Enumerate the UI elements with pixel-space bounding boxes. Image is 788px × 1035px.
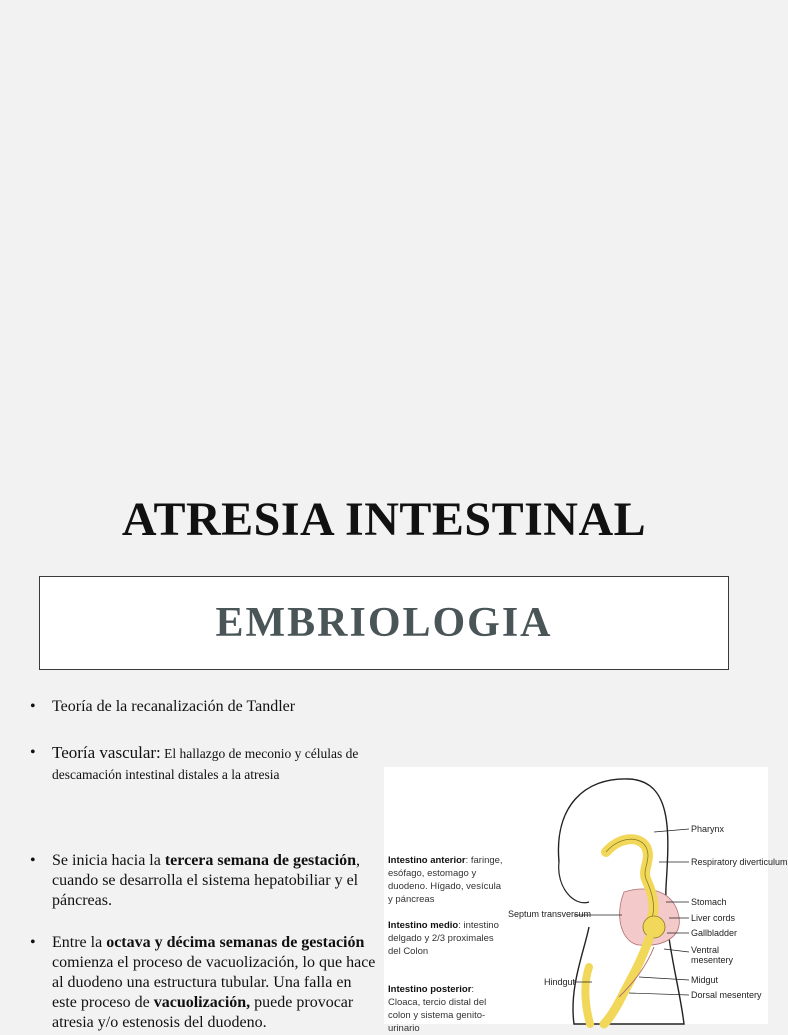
bullet-line: Entre la (52, 934, 107, 951)
bullet-line: , (356, 852, 361, 869)
bullet-line: cuando se desarrolla el sistema hepatobiliar y el (52, 872, 359, 889)
bullet-text (52, 743, 410, 785)
label-ventral-mesentery: Ventral mesentery (691, 945, 734, 965)
stomach-shape (643, 916, 665, 938)
label-stomach: Stomach (691, 897, 727, 907)
bullet-dot: • (30, 934, 36, 951)
bullet-line: atresia y/o estenosis del duodeno. (52, 1014, 267, 1031)
bullet-bold: tercera semana de gestación (164, 852, 357, 869)
embryo-figure (384, 767, 788, 1034)
bullet-dot: • (30, 852, 36, 869)
label-dorsal-mesentery: Dorsal mesentery (691, 990, 762, 1000)
embryo-head-curve (559, 862, 589, 903)
label-gallbladder: Gallbladder (691, 928, 738, 938)
posterior-description: Intestino posterior: Cloaca, tercio distal del colon y sistema genito-urinario (388, 984, 487, 1034)
bullet-dot: • (30, 744, 36, 761)
bullet-text (52, 933, 390, 1033)
bullet-lead: Teoría vascular: (52, 743, 161, 762)
bullet-line: Se inicia hacia la (52, 852, 165, 869)
bullet-line: páncreas. (52, 892, 112, 909)
anterior-description: Intestino anterior: faringe, esófago, estomago y duodeno. Hígado, vesícula y páncreas (388, 855, 503, 905)
midgut-tube (604, 939, 649, 1024)
label-pharynx: Pharynx (691, 824, 725, 834)
bullet-text (52, 851, 390, 911)
medio-description: Intestino medio: intestino delgado y 2/3 proximales del Colon (388, 920, 499, 957)
subtitle-box (39, 576, 729, 670)
hindgut-tube (585, 967, 590, 1024)
bullet-line: El hallazgo de meconio y células de (160, 746, 359, 761)
bullet-line: al duodeno una estructura tubular. Una falla en (52, 974, 352, 991)
bullet-line: comienza el proceso de vacuolización, lo que hace (52, 954, 376, 971)
bullet-line: puede provocar (250, 994, 354, 1011)
label-respiratory: Respiratory diverticulum (691, 857, 788, 867)
label-liver: Liver cords (691, 913, 736, 923)
slide-title: ATRESIA INTESTINAL (121, 493, 647, 546)
bullet-text: Teoría de la recanalización de Tandler (52, 698, 296, 715)
bullet-dot: • (30, 698, 36, 715)
subtitle-text: EMBRIOLOGIA (215, 600, 553, 646)
bullet-line: este proceso de (52, 994, 154, 1011)
label-septum: Septum transversum (508, 909, 592, 919)
bullet-bold: vacuolización, (153, 994, 251, 1011)
bullet-line: descamación intestinal distales a la atresia (52, 767, 280, 782)
bullet-bold: octava y décima semanas de gestación (106, 934, 365, 951)
bullet-vascular (30, 743, 410, 785)
label-midgut: Midgut (691, 975, 719, 985)
bullet-third-week (30, 851, 390, 911)
bullet-tandler (30, 697, 430, 717)
label-hindgut: Hindgut (544, 977, 576, 987)
bullet-vacuolization (30, 933, 390, 1033)
